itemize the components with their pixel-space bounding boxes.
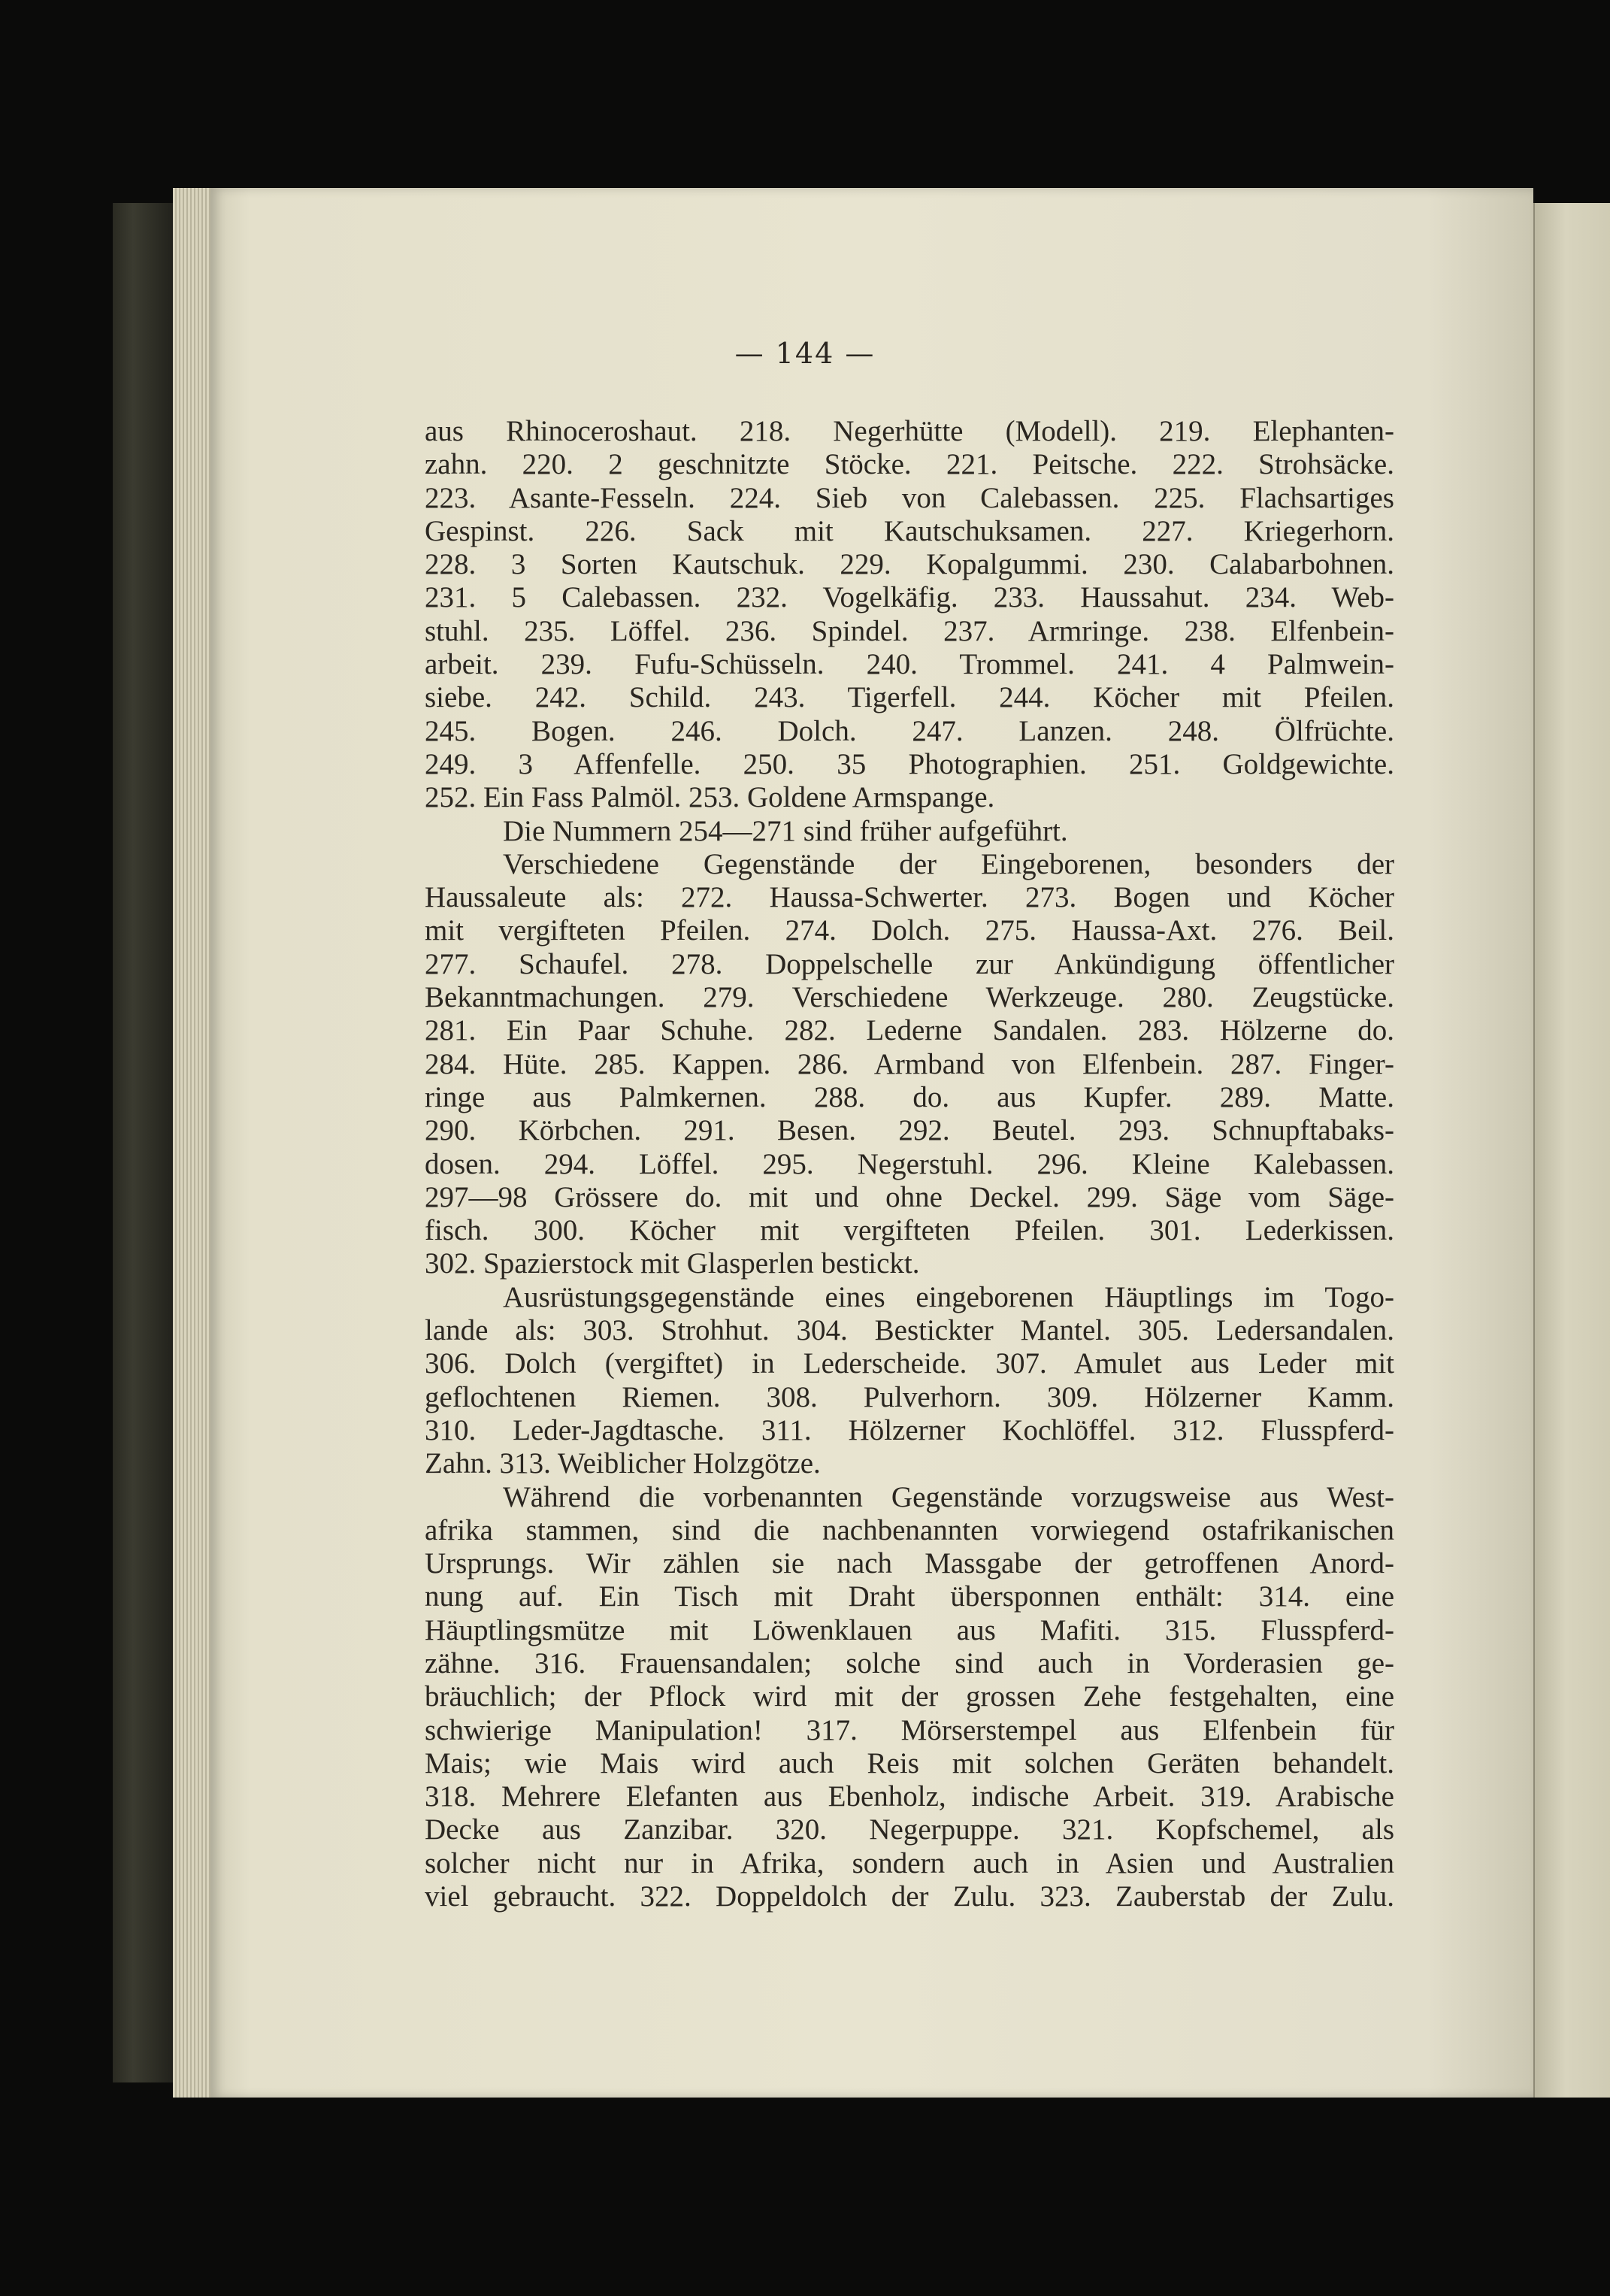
text-line: 223. Asante-Fesseln. 224. Sieb von Calebassen. 225. Flachsartiges	[425, 481, 1394, 514]
text-line: solcher nicht nur in Afrika, sondern auch in Asien und Australien	[425, 1846, 1394, 1880]
text-line: siebe. 242. Schild. 243. Tigerfell. 244. Köcher mit Pfeilen.	[425, 681, 1394, 714]
text-line: afrika stammen, sind die nachbenannten vorwiegend ostafrikanischen	[425, 1513, 1394, 1546]
text-line: ringe aus Palmkernen. 288. do. aus Kupfer. 289. Matte.	[425, 1080, 1394, 1113]
text-line: geflochtenen Riemen. 308. Pulverhorn. 309. Hölzerner Kamm.	[425, 1380, 1394, 1413]
text-line: 302. Spazierstock mit Glasperlen bestickt.	[425, 1247, 920, 1280]
text-line: 284. Hüte. 285. Kappen. 286. Armband von Elfenbein. 287. Finger-	[425, 1047, 1394, 1080]
text-line: Mais; wie Mais wird auch Reis mit solchen Geräten behandelt.	[425, 1746, 1394, 1780]
text-line: nung auf. Ein Tisch mit Draht übersponnen enthält: 314. eine	[425, 1580, 1394, 1613]
text-line: Ursprungs. Wir zählen sie nach Massgabe der getroffenen Anord-	[425, 1547, 1394, 1580]
text-line: Während die vorbenannten Gegenstände vorzugsweise aus West-	[503, 1480, 1394, 1513]
text-line: 297—98 Grössere do. mit und ohne Deckel. 299. Säge vom Säge-	[425, 1180, 1394, 1213]
text-line: Bekanntmachungen. 279. Verschiedene Werkzeuge. 280. Zeugstücke.	[425, 981, 1394, 1014]
text-line: 306. Dolch (vergiftet) in Lederscheide. 307. Amulet aus Leder mit	[425, 1347, 1394, 1380]
text-line: Ausrüstungsgegenstände eines eingeborenen Häuptlings im Togo-	[503, 1280, 1394, 1313]
text-line: 252. Ein Fass Palmöl. 253. Goldene Armspange.	[425, 781, 995, 814]
text-line: 310. Leder-Jagdtasche. 311. Hölzerner Kochlöffel. 312. Flusspferd-	[425, 1413, 1394, 1446]
text-line: dosen. 294. Löffel. 295. Negerstuhl. 296. Kleine Kalebassen.	[425, 1147, 1394, 1180]
text-line: schwierige Manipulation! 317. Mörserstempel aus Elfenbein für	[425, 1713, 1394, 1746]
text-line: 231. 5 Calebassen. 232. Vogelkäfig. 233. Haussahut. 234. Web-	[425, 581, 1394, 614]
text-line: 318. Mehrere Elefanten aus Ebenholz, indische Arbeit. 319. Arabische	[425, 1780, 1394, 1813]
text-line: zähne. 316. Frauensandalen; solche sind auch in Vorderasien ge-	[425, 1646, 1394, 1680]
facing-page-edge	[1533, 203, 1610, 2098]
text-line: Häuptlingsmütze mit Löwenklauen aus Mafiti. 315. Flusspferd-	[425, 1613, 1394, 1646]
text-line: lande als: 303. Strohhut. 304. Bestickter Mantel. 305. Ledersandalen.	[425, 1314, 1394, 1347]
text-line: zahn. 220. 2 geschnitzte Stöcke. 221. Peitsche. 222. Strohsäcke.	[425, 448, 1394, 481]
text-line: fisch. 300. Köcher mit vergifteten Pfeilen. 301. Lederkissen.	[425, 1214, 1394, 1247]
text-line: arbeit. 239. Fufu-Schüsseln. 240. Trommel. 241. 4 Palmwein-	[425, 648, 1394, 681]
text-line: mit vergifteten Pfeilen. 274. Dolch. 275. Haussa-Axt. 276. Beil.	[425, 914, 1394, 947]
text-line: 277. Schaufel. 278. Doppelschelle zur Ankündigung öffentlicher	[425, 947, 1394, 980]
text-line: stuhl. 235. Löffel. 236. Spindel. 237. Armringe. 238. Elfenbein-	[425, 614, 1394, 647]
page-number: — 144 —	[734, 337, 876, 370]
text-line: 281. Ein Paar Schuhe. 282. Lederne Sandalen. 283. Hölzerne do.	[425, 1014, 1394, 1047]
text-line: Haussaleute als: 272. Haussa-Schwerter. 273. Bogen und Köcher	[425, 881, 1394, 914]
text-line: viel gebraucht. 322. Doppeldolch der Zulu. 323. Zauberstab der Zulu.	[425, 1880, 1394, 1913]
text-line: Die Nummern 254—271 sind früher aufgeführt.	[503, 814, 1068, 847]
text-line: 228. 3 Sorten Kautschuk. 229. Kopalgummi. 230. Calabarbohnen.	[425, 548, 1394, 581]
text-line: Verschiedene Gegenstände der Eingeborenen, besonders der	[503, 847, 1394, 880]
body-text	[425, 415, 1394, 1913]
book-binding	[113, 203, 180, 2082]
text-line: bräuchlich; der Pflock wird mit der grossen Zehe festgehalten, eine	[425, 1680, 1394, 1713]
text-line: Gespinst. 226. Sack mit Kautschuksamen. 227. Kriegerhorn.	[425, 514, 1394, 547]
text-line: 249. 3 Affenfelle. 250. 35 Photographien. 251. Goldgewichte.	[425, 747, 1394, 780]
text-line: Decke aus Zanzibar. 320. Negerpuppe. 321. Kopfschemel, als	[425, 1813, 1394, 1846]
text-line: aus Rhinoceroshaut. 218. Negerhütte (Modell). 219. Elephanten-	[425, 415, 1394, 447]
text-line: 245. Bogen. 246. Dolch. 247. Lanzen. 248. Ölfrüchte.	[425, 714, 1394, 747]
text-line: Zahn. 313. Weiblicher Holzgötze.	[425, 1447, 821, 1480]
text-line: 290. Körbchen. 291. Besen. 292. Beutel. 293. Schnupftabaks-	[425, 1114, 1394, 1147]
